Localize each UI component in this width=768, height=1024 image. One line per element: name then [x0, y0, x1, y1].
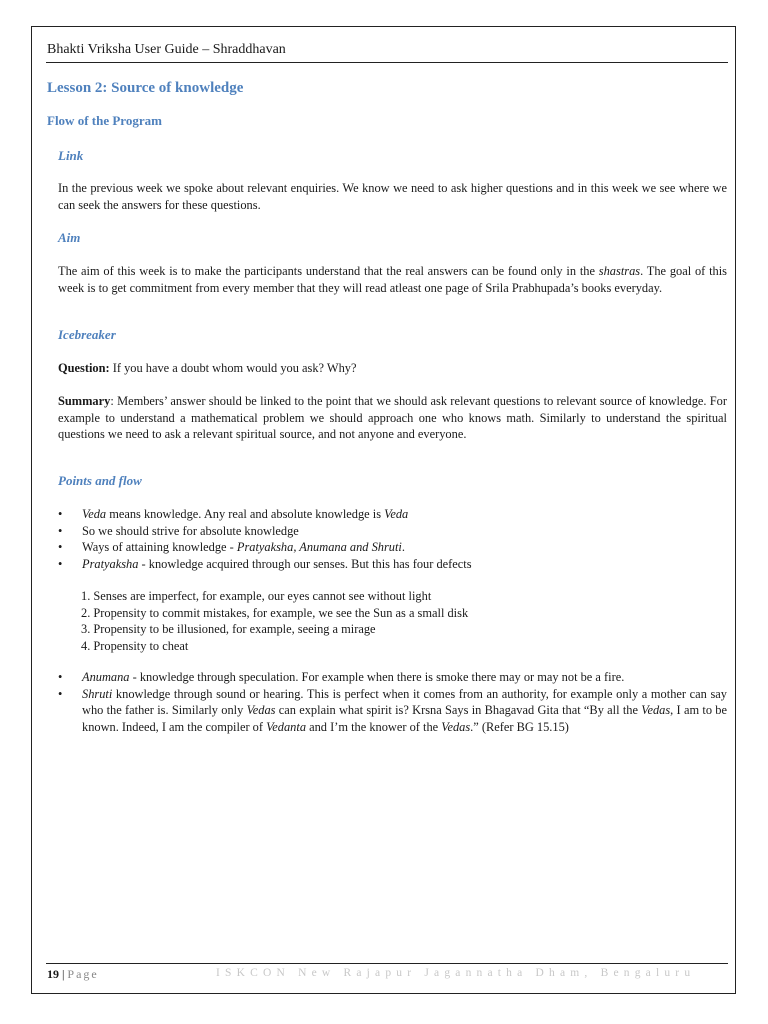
list-item: 3. Propensity to be illusioned, for example, seeing a mirage — [81, 622, 376, 636]
heading-icebreaker: Icebreaker — [58, 327, 116, 342]
heading-points-and-flow: Points and flow — [58, 473, 142, 488]
list-item: • So we should strive for absolute knowledge — [58, 523, 299, 538]
points-list — [58, 506, 727, 572]
list-item: • Pratyaksha - knowledge acquired through our senses. But this has four defects — [58, 556, 472, 571]
list-item: 4. Propensity to cheat — [81, 638, 189, 653]
running-header: Bhakti Vriksha User Guide – Shraddhavan — [47, 42, 286, 57]
page-number: 19 — [47, 967, 59, 981]
points-list-continued — [58, 669, 727, 735]
section-title-flow: Flow of the Program — [47, 113, 162, 128]
defects-list — [81, 588, 721, 654]
paragraph-aim: The aim of this week is to make the participants understand that the real answers can be found only in the shastras. The goal of this week is to get commitment from every member that they will read atleast one page of Srila Prabhupada’s books everyday. — [58, 264, 727, 295]
header-divider — [46, 62, 728, 63]
paragraph-question: Question: If you have a doubt whom would you ask? Why? — [58, 361, 357, 375]
list-item: • Veda means knowledge. Any real and absolute knowledge is Veda — [58, 507, 409, 521]
list-item: 1. Senses are imperfect, for example, our eyes cannot see without light — [81, 589, 432, 603]
paragraph-link: In the previous week we spoke about relevant enquiries. We know we need to ask higher questions and in this week we see where we can seek the answers for these questions. — [58, 181, 727, 212]
list-item: • Shruti knowledge through sound or hearing. This is perfect when it comes from an authority, for example only a mother can say who the father is. Similarly only Vedas can explain what spirit is? Krsna Says in Bhagavad Gita that “By all the Vedas, I am to be known. Indeed, I am the compiler of Vedanta and I’m the knower of the Vedas.” (Refer BG 15.15) — [58, 686, 727, 734]
heading-aim: Aim — [58, 230, 81, 245]
list-item: • Anumana - knowledge through speculation. For example when there is smoke there may or may not be a fire. — [58, 670, 625, 684]
paragraph-summary: Summary: Members’ answer should be linked to the point that we should ask relevant questions to relevant source of knowledge. For example to understand a mathematical problem we should approach one who knows math. Similarly to understand the spiritual questions we need to ask a relevant spiritual source, and not anyone and everyone. — [58, 394, 727, 441]
heading-link: Link — [58, 148, 84, 163]
page-label: Page — [67, 967, 99, 981]
footer-organization: ISKCON New Rajapur Jagannatha Dham, Bengaluru — [216, 967, 696, 979]
footer-separator: | — [59, 967, 68, 981]
lesson-title: Lesson 2: Source of knowledge — [47, 80, 244, 96]
page-footer — [47, 967, 727, 982]
footer-divider — [46, 963, 728, 964]
list-item: • Ways of attaining knowledge - Pratyaksha, Anumana and Shruti. — [58, 540, 405, 554]
list-item: 2. Propensity to commit mistakes, for example, we see the Sun as a small disk — [81, 605, 469, 620]
